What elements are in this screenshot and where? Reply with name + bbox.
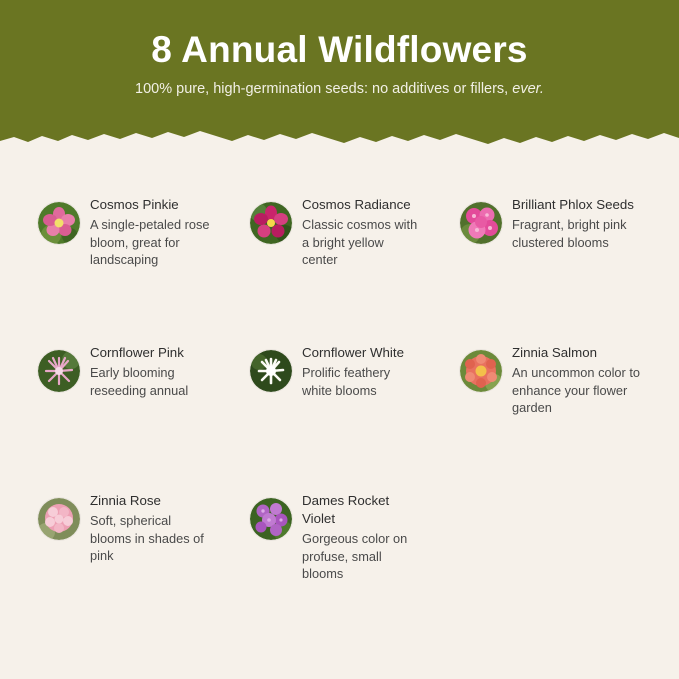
cornflower-white-photo (250, 350, 292, 392)
flower-item-zinnia-salmon[interactable] (418, 330, 641, 417)
flower-item-dames-rocket-violet[interactable] (210, 478, 418, 583)
flower-description: Prolific feathery white blooms (302, 364, 391, 398)
flower-text-block (512, 330, 641, 417)
flower-text-block (90, 478, 210, 565)
flower-name: Zinnia Rose (90, 493, 161, 508)
flower-item-cosmos-pinkie[interactable] (0, 182, 210, 269)
flower-name: Cosmos Pinkie (90, 197, 179, 212)
flower-item-cornflower-pink[interactable] (0, 330, 210, 399)
flower-item-cosmos-radiance[interactable] (210, 182, 418, 269)
flower-description: An uncommon color to enhance your flower garden (512, 364, 641, 416)
flower-description: Gorgeous color on profuse, small blooms (302, 530, 408, 582)
flower-item-cornflower-white[interactable] (210, 330, 418, 399)
zinnia-salmon-photo (460, 350, 502, 392)
flower-name: Cornflower White (302, 345, 404, 360)
subtitle-emphasis-text: ever. (512, 80, 544, 97)
page-subtitle (0, 81, 679, 98)
flower-name: Cornflower Pink (90, 345, 184, 360)
flower-description: Fragrant, bright pink clustered blooms (512, 216, 627, 250)
flower-text-block (512, 182, 641, 251)
flower-item-brilliant-phlox[interactable] (418, 182, 641, 251)
flower-description: Soft, spherical blooms in shades of pink (90, 512, 204, 564)
cosmos-radiance-photo (250, 202, 292, 244)
flower-text-block (90, 330, 210, 399)
flower-name: Cosmos Radiance (302, 197, 411, 212)
flower-description: Classic cosmos with a bright yellow center (302, 216, 418, 268)
flower-text-block (302, 478, 418, 583)
header-text-block (0, 30, 679, 98)
zinnia-rose-photo (38, 498, 80, 540)
flower-description: Early blooming reseeding annual (90, 364, 189, 398)
cornflower-pink-photo (38, 350, 80, 392)
grid-row (0, 478, 679, 626)
header-banner (0, 0, 679, 152)
cosmos-pinkie-photo (38, 202, 80, 244)
flower-text-block (302, 182, 418, 269)
flower-description: A single-petaled rose bloom, great for landscaping (90, 216, 210, 268)
flower-name: Zinnia Salmon (512, 345, 597, 360)
flower-text-block (302, 330, 418, 399)
flower-name: Dames Rocket Violet (302, 493, 390, 526)
dames-rocket-violet-photo (250, 498, 292, 540)
flower-grid (0, 182, 679, 626)
flower-item-zinnia-rose[interactable] (0, 478, 210, 565)
flower-name: Brilliant Phlox Seeds (512, 197, 634, 212)
brilliant-phlox-photo (460, 202, 502, 244)
flower-text-block (90, 182, 210, 269)
torn-paper-edge-icon (0, 127, 679, 152)
grid-row (0, 330, 679, 478)
grid-row (0, 182, 679, 330)
subtitle-main-text: 100% pure, high-germination seeds: no additives or fillers, (135, 80, 513, 97)
page-title: 8 Annual Wildflowers (151, 29, 528, 70)
